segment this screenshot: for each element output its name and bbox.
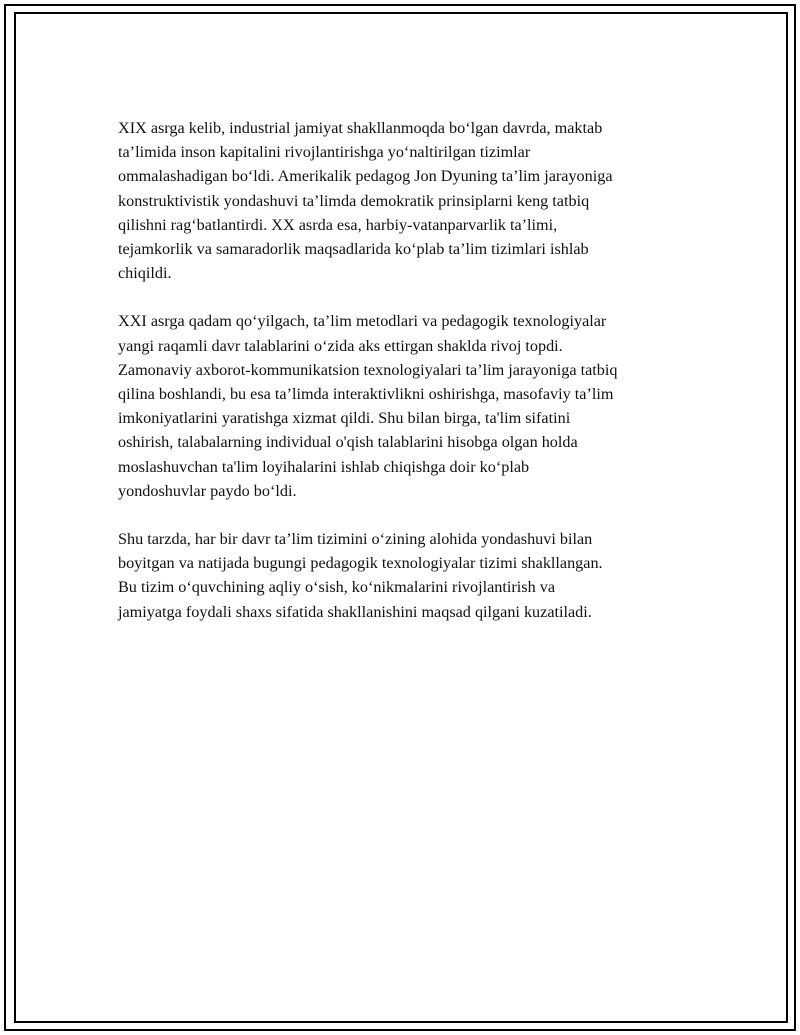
paragraph-3: Shu tarzda, har bir davr ta’lim tizimini o‘zining alohida yondashuvi bilan boyitgan va natijada bugungi pedagogik texnologiyalar tizimi shakllangan. Bu tizim o‘quvchining aqliy o‘sish, ko‘nikmalarini rivojlantirish va jamiyatga foydali shaxs sifatida shakllanishini maqsad qilgani kuzatiladi. — [118, 530, 603, 621]
paragraph-1: XIX asrga kelib, industrial jamiyat shakllanmoqda bo‘lgan davrda, maktab ta’limida inson kapitalini rivojlantirishga yo‘naltirilgan tizimlar ommalashadigan bo‘ldi. Amerikalik pedagog Jon Dyuning ta’lim jarayoniga konstruktivistik yondashuvi ta’limda demokratik prinsiplarni keng tatbiq qilishni rag‘batlantirdi. XX asrda esa, harbiy-vatanparvarlik ta’limi, tejamkorlik va samaradorlik maqsadlarida ko‘plab ta’lim tizimlari ishlab chiqildi. — [118, 119, 613, 283]
document-body — [118, 116, 698, 648]
paragraph-2: XXI asrga qadam qo‘yilgach, ta’lim metodlari va pedagogik texnologiyalar yangi raqamli davr talablarini o‘zida aks ettirgan shaklda rivoj topdi. Zamonaviy axborot-kommunikatsion texnologiyalari ta’lim jarayoniga tatbiq qilina boshlandi, bu esa ta’limda interaktivlikni oshirishga, masofaviy ta’lim imkoniyatlarini yaratishga xizmat qildi. Shu bilan birga, ta'lim sifatini oshirish, talabalarning individual o'qish talablarini hisobga olgan holda moslashuvchan ta'lim loyihalarini ishlab chiqishga doir ko‘plab yondoshuvlar paydo bo‘ldi. — [118, 312, 618, 500]
